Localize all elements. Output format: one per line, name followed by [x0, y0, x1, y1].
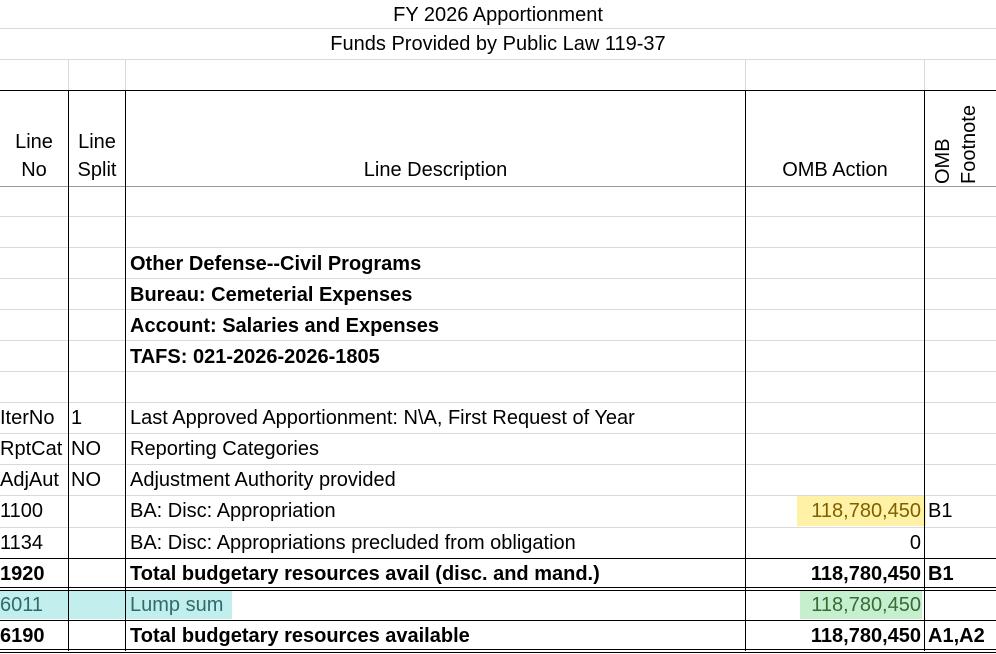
line-description-cell: Last Approved Apportionment: N\A, First Request of Year: [130, 407, 635, 429]
header-text: Footnote: [958, 105, 980, 184]
line-description-cell: BA: Disc: Appropriations precluded from obligation: [130, 532, 576, 554]
omb-action-cell: 118,780,450: [811, 594, 921, 616]
line-no-cell: 6190: [0, 625, 45, 647]
header-text: OMB: [932, 138, 954, 184]
line-no-cell: 1100: [0, 500, 44, 522]
gridline: [0, 59, 996, 60]
header-line-no: [0, 128, 68, 184]
gridline: [125, 59, 126, 90]
sheet-title: FY 2026 Apportionment: [393, 4, 603, 26]
line-no-cell: 6011: [0, 594, 44, 616]
header-line-split: [69, 128, 125, 184]
gridline: [0, 247, 996, 248]
header-line-description: Line Description: [363, 159, 508, 181]
line-description-cell: Total budgetary resources available: [130, 625, 470, 647]
omb-action-cell: 118,780,450: [810, 625, 921, 647]
gridline: [745, 59, 746, 90]
header-text: Split: [77, 159, 117, 181]
line-split-cell: 1: [71, 407, 83, 429]
header-omb-footnote: [930, 92, 982, 184]
gridline: [0, 186, 996, 187]
line-split-cell: NO: [71, 469, 101, 491]
omb-footnote-cell: B1: [928, 500, 953, 522]
line-description-cell: Adjustment Authority provided: [130, 469, 396, 491]
line-no-cell: 1920: [0, 563, 45, 585]
omb-action-cell: [746, 434, 921, 465]
line-description-cell: Lump sum: [130, 594, 224, 616]
line-no-cell: IterNo: [0, 407, 55, 429]
line-description-cell: Reporting Categories: [130, 438, 319, 460]
line-description-cell: Total budgetary resources avail (disc. and mand.): [130, 563, 600, 585]
agency-name: Other Defense--Civil Programs: [130, 253, 422, 275]
header-text: No: [21, 159, 47, 181]
omb-action-cell: 118,780,450: [810, 563, 921, 585]
header-text: Line: [15, 131, 53, 153]
omb-action-cell: [746, 403, 921, 434]
header-omb-action: OMB Action: [782, 159, 888, 181]
border: [0, 652, 996, 653]
header-text: Line: [78, 131, 116, 153]
gridline: [924, 59, 925, 90]
line-no-cell: 1134: [0, 532, 44, 554]
line-description-cell: BA: Disc: Appropriation: [130, 500, 336, 522]
gridline: [0, 216, 996, 217]
account-name: Account: Salaries and Expenses: [130, 315, 440, 337]
omb-action-cell: 118,780,450: [811, 500, 921, 522]
omb-action-cell: 0: [909, 532, 921, 554]
omb-footnote-cell: B1: [928, 563, 954, 585]
tafs: TAFS: 021-2026-2026-1805: [130, 346, 380, 368]
border: [0, 90, 996, 91]
line-no-cell: AdjAut: [0, 469, 59, 491]
omb-action-cell: [746, 465, 921, 496]
gridline: [68, 59, 69, 90]
bureau-name: Bureau: Cemeterial Expenses: [130, 284, 413, 306]
omb-footnote-cell: A1,A2: [928, 625, 985, 647]
sheet-subtitle: Funds Provided by Public Law 119-37: [330, 33, 666, 55]
line-no-cell: RptCat: [0, 438, 63, 460]
border: [924, 90, 925, 651]
line-split-cell: NO: [71, 438, 101, 460]
